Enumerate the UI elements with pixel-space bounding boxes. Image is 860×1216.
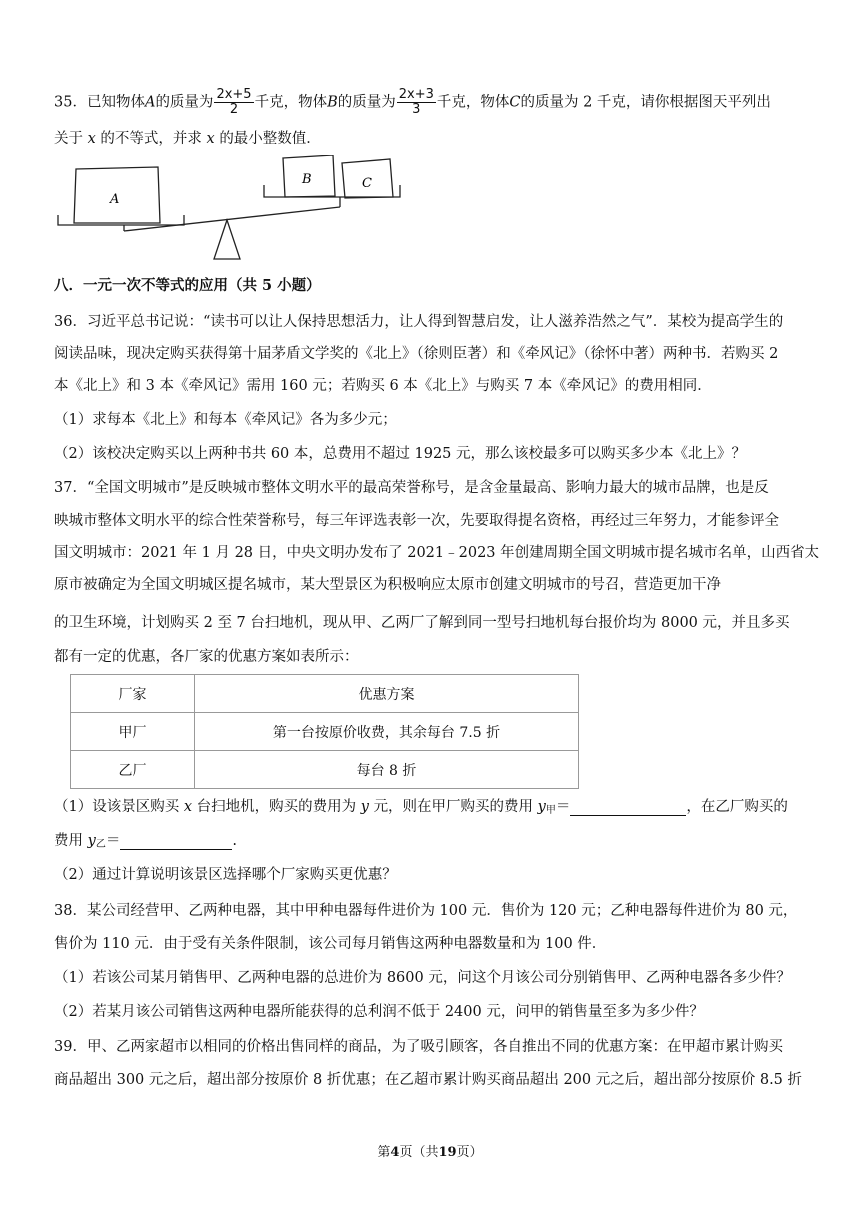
q37-text: 台扫地机，购买的费用为 — [196, 799, 357, 815]
q37-text: 费用 — [54, 833, 83, 849]
label-a: A — [110, 192, 120, 207]
q37-line: 原市被确定为全国文明城区提名城市，某大型景区为积极响应太原市创建文明城市的号召，营造更加干净 — [54, 577, 721, 593]
var-b: B — [327, 94, 338, 111]
q35-text: 的质量为 — [337, 94, 396, 111]
equals-sign: ＝ — [105, 833, 121, 849]
table-cell: 每台 8 折 — [195, 751, 579, 789]
label-b: B — [302, 172, 312, 187]
q35-text: 的最小整数值． — [219, 131, 321, 147]
q37-text: ，在乙厂购买的 — [686, 799, 788, 815]
var-x: x — [183, 799, 193, 815]
var-y: y — [360, 799, 369, 815]
q35-text: 的质量为 — [155, 94, 214, 111]
fulcrum — [214, 220, 240, 259]
q36-part1: （1）求每本《北上》和每本《牵风记》各为多少元； — [54, 412, 397, 428]
q38-line: 售价为 110 元．由于受有关条件限制，该公司每月销售这两种电器数量和为 100 件． — [54, 936, 607, 952]
q39-line: 39．甲、乙两家超市以相同的价格出售同样的商品，为了吸引顾客，各自推出不同的优惠方案：在甲超市累计购买 — [54, 1039, 783, 1055]
var-x: x — [87, 131, 96, 147]
table-header-cell: 优惠方案 — [195, 675, 579, 713]
var-c: C — [509, 94, 521, 111]
fraction-a-numerator: 2x+5 — [216, 87, 252, 102]
q35-text: 的质量为 2 千克，请你根据图天平列出 — [520, 94, 771, 111]
fraction-a — [214, 88, 253, 117]
q37-text: . — [232, 833, 237, 849]
var-y-yi: y — [87, 833, 96, 849]
q35-text: 35．已知物体 — [54, 94, 145, 111]
table-row — [71, 713, 579, 751]
q38-part2: （2）若某月该公司销售这两种电器所能获得的总利润不低于 2400 元，问甲的销售量至多为多少件？ — [54, 1004, 704, 1020]
fraction-b — [397, 88, 436, 117]
section-heading: 八．一元一次不等式的应用（共 5 小题） — [54, 277, 321, 294]
page-footer — [0, 1141, 860, 1160]
footer-text: 页） — [456, 1145, 483, 1160]
q35-text: 千克，物体 — [436, 94, 510, 111]
q36-line: 阅读品味，现决定购买获得第十届茅盾文学奖的《北上》（徐则臣著）和《牵风记》（徐怀中著）两种书．若购买 2 — [54, 346, 779, 362]
q35-text: 的不等式，并求 — [100, 131, 202, 147]
fraction-b-denominator: 3 — [412, 102, 421, 117]
q35-line2 — [54, 132, 321, 147]
q36-part2: （2）该校决定购买以上两种书共 60 本，总费用不超过 1925 元，那么该校最多可以购买多少本《北上》？ — [54, 446, 747, 462]
q39-line: 商品超出 300 元之后，超出部分按原价 8 折优惠；在乙超市累计购买商品超出 200 元之后，超出部分按原价 8.5 折 — [54, 1072, 803, 1088]
beam — [124, 207, 340, 231]
table-cell: 甲厂 — [71, 713, 195, 751]
q35-text: 关于 — [54, 131, 83, 147]
fraction-a-denominator: 2 — [229, 102, 239, 117]
table-cell: 乙厂 — [71, 751, 195, 789]
q37-line: 国文明城市：2021 年 1 月 28 日，中央文明办发布了 2021﹣2023 年创建周期全国文明城市提名城市名单，山西省太 — [54, 545, 820, 561]
q37-line: 37．“全国文明城市”是反映城市整体文明水平的最高荣誉称号，是含金量最高、影响力最大的城市品牌，也是反 — [54, 480, 769, 496]
page-number: 4 — [390, 1145, 400, 1160]
answer-blank-jia[interactable] — [570, 800, 686, 816]
footer-text: 页（共 — [399, 1145, 439, 1160]
subscript-yi: 乙 — [95, 839, 106, 850]
subscript-jia: 甲 — [545, 805, 556, 816]
label-c: C — [362, 176, 372, 191]
table-header-row — [71, 675, 579, 713]
q38-part1: （1）若该公司某月销售甲、乙两种电器的总进价为 8600 元，问这个月该公司分别销售甲、乙两种电器各多少件？ — [54, 970, 791, 986]
q36-line: 36．习近平总书记说：“读书可以让人保持思想活力，让人得到智慧启发，让人滋养浩然之气”．某校为提高学生的 — [54, 314, 784, 330]
page-total: 19 — [438, 1145, 457, 1160]
discount-table — [70, 674, 579, 789]
q37-text: 元，则在甲厂购买的费用 — [373, 799, 534, 815]
q36-line: 本《北上》和 3 本《牵风记》需用 160 元；若购买 6 本《北上》与购买 7 本《牵风记》的费用相同． — [54, 378, 712, 394]
q37-part1-line2 — [54, 834, 237, 850]
q37-line: 都有一定的优惠，各厂家的优惠方案如表所示： — [54, 649, 359, 665]
table-cell: 第一台按原价收费，其余每台 7.5 折 — [195, 713, 579, 751]
var-a: A — [144, 94, 156, 111]
var-x: x — [206, 131, 215, 147]
q38-line: 38．某公司经营甲、乙两种电器，其中甲种电器每件进价为 100 元．售价为 120 元；乙种电器每件进价为 80 元， — [54, 903, 798, 919]
q37-part1-line1 — [54, 800, 788, 816]
fraction-b-numerator: 2x+3 — [398, 87, 434, 102]
var-y-jia: y — [537, 799, 546, 815]
q37-line: 映城市整体文明水平的综合性荣誉称号，每三年评选表彰一次，先要取得提名资格，再经过三年努力，才能参评全 — [54, 513, 779, 529]
footer-text: 第 — [377, 1145, 391, 1160]
q35-text: 千克，物体 — [254, 94, 328, 111]
table-row — [71, 751, 579, 789]
q35-line1 — [54, 88, 771, 117]
q37-line: 的卫生环境，计划购买 2 至 7 台扫地机，现从甲、乙两厂了解到同一型号扫地机每台报价均为 8000 元，并且多买 — [54, 615, 790, 631]
q37-part2: （2）通过计算说明该景区选择哪个厂家购买更优惠？ — [54, 867, 397, 883]
equals-sign: ＝ — [555, 799, 571, 815]
table-header-cell: 厂家 — [71, 675, 195, 713]
q37-text: （1）设该景区购买 — [54, 799, 180, 815]
answer-blank-yi[interactable] — [120, 834, 232, 850]
balance-scale-figure — [40, 155, 420, 265]
